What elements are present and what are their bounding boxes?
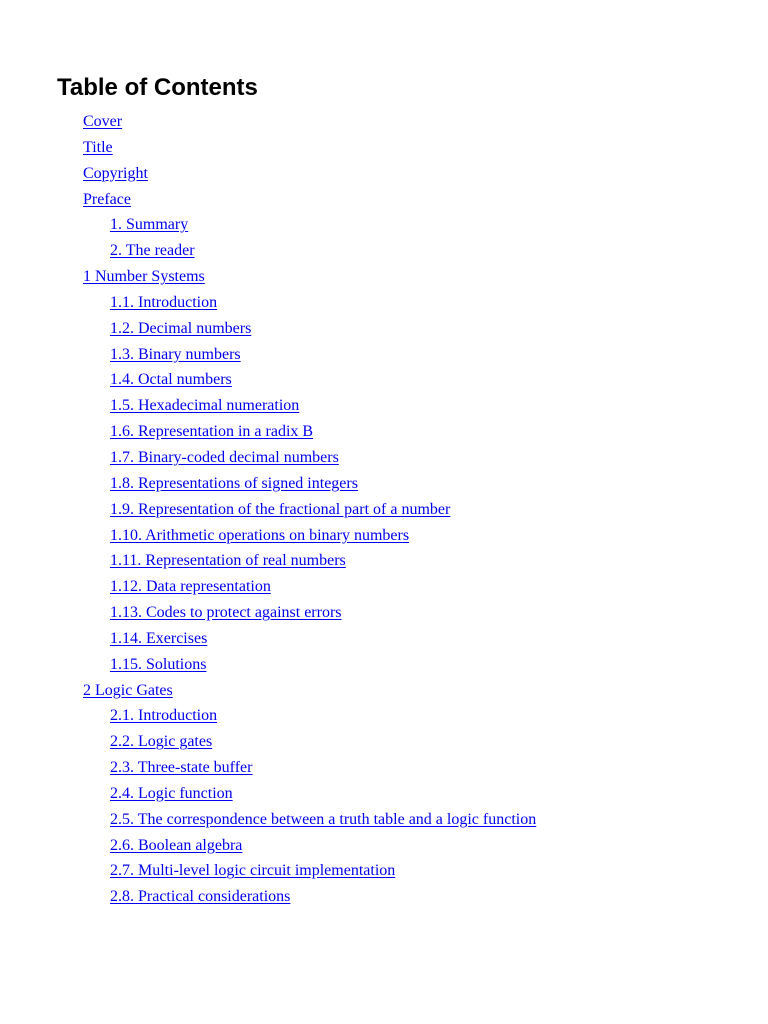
toc-link[interactable]: 2.4. Logic function [110,784,233,802]
toc-entry [57,316,768,342]
toc-entry [57,342,768,368]
toc-entry [57,548,768,574]
toc-entry [57,523,768,549]
toc-link[interactable]: 1.11. Representation of real numbers [110,552,346,570]
toc-link[interactable]: 2.7. Multi-level logic circuit implementation [110,862,396,880]
toc-link[interactable]: 1.7. Binary-coded decimal numbers [110,448,339,466]
toc-link[interactable]: 1.15. Solutions [110,655,207,673]
toc-link[interactable]: Cover [83,113,123,130]
toc-link[interactable]: 2.3. Three-state buffer [110,759,253,777]
toc-link[interactable]: 1.1. Introduction [110,293,218,311]
toc-entry [57,497,768,523]
toc-link[interactable]: Title [83,138,113,156]
toc-entry [57,729,768,755]
toc-entry [57,290,768,316]
toc-link[interactable]: 2.2. Logic gates [110,733,213,751]
toc-link[interactable]: 1.12. Data representation [110,578,271,596]
toc-entry [57,600,768,626]
toc-entry [57,419,768,445]
toc-entry [57,703,768,729]
toc-link[interactable]: 1.13. Codes to protect against errors [110,604,342,622]
toc-entry [57,238,768,264]
toc-entry [57,367,768,393]
toc-link[interactable]: 2.8. Practical considerations [110,888,291,906]
toc-entry [57,445,768,471]
toc-link[interactable]: 1 Number Systems [83,268,205,286]
toc-link[interactable]: 2.1. Introduction [110,707,218,725]
toc-entry [57,264,768,290]
toc-link[interactable]: 1.3. Binary numbers [110,345,241,363]
toc-link[interactable]: 1.2. Decimal numbers [110,319,252,337]
toc-entry [57,833,768,859]
toc-entry [57,187,768,213]
toc-link[interactable]: 2. The reader [110,242,195,260]
toc-link[interactable]: Preface [83,190,131,208]
toc-entry [57,135,768,161]
toc-link[interactable]: Copyright [83,164,148,182]
toc-entry [57,161,768,187]
toc-link[interactable]: 1.14. Exercises [110,629,208,647]
toc-entry [57,755,768,781]
toc-link[interactable]: 2 Logic Gates [83,681,173,699]
toc-entry [57,781,768,807]
toc-link[interactable]: 1.5. Hexadecimal numeration [110,397,300,415]
toc-link[interactable]: 1. Summary [110,216,189,234]
toc-entry [57,678,768,704]
toc-entry [57,884,768,910]
toc-entry [57,807,768,833]
toc-entry [57,393,768,419]
toc-entry [57,626,768,652]
toc-list [57,109,768,910]
toc-entry [57,652,768,678]
toc-link[interactable]: 2.5. The correspondence between a truth table and a logic function [110,810,537,828]
toc-entry [57,471,768,497]
toc-link[interactable]: 1.4. Octal numbers [110,371,232,389]
toc-heading: Table of Contents [57,74,258,101]
toc-link[interactable]: 2.6. Boolean algebra [110,836,243,854]
toc-entry [57,212,768,238]
toc-entry [57,109,768,135]
toc-link[interactable]: 1.6. Representation in a radix B [110,423,314,441]
toc-link[interactable]: 1.9. Representation of the fractional part of a number [110,500,451,518]
toc-entry [57,858,768,884]
toc-link[interactable]: 1.8. Representations of signed integers [110,474,358,492]
toc-entry [57,574,768,600]
toc-link[interactable]: 1.10. Arithmetic operations on binary numbers [110,526,410,544]
